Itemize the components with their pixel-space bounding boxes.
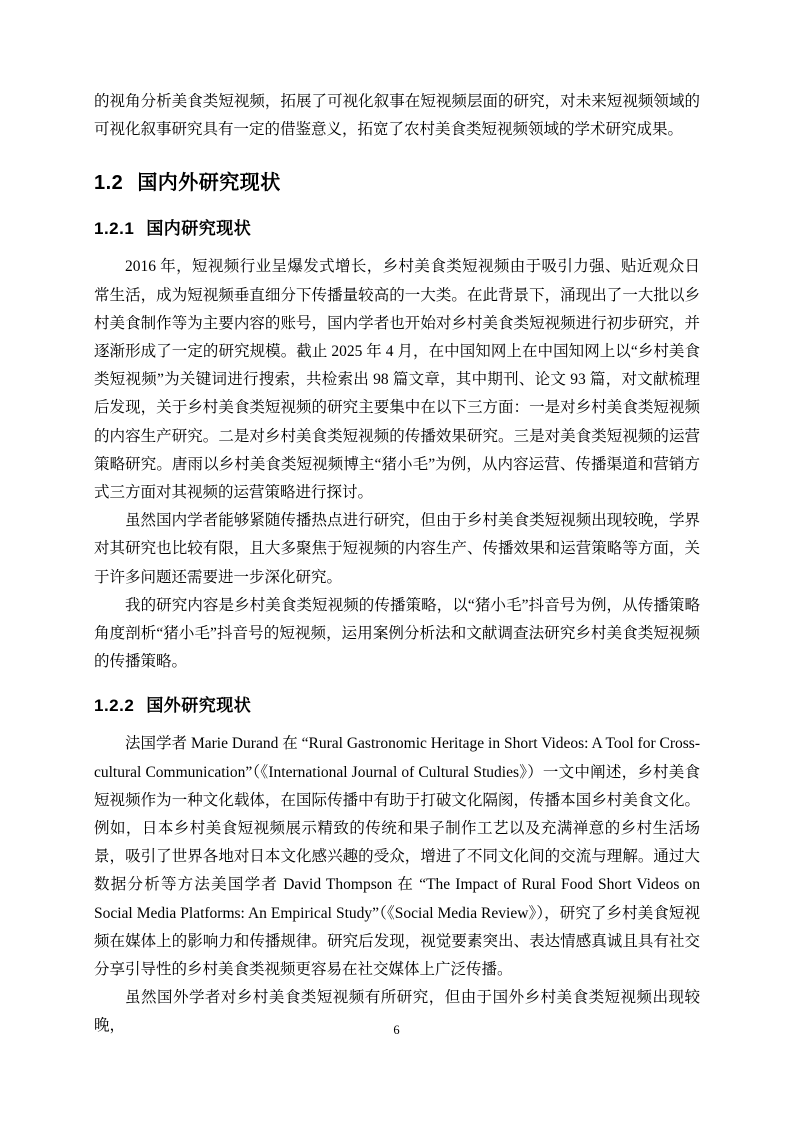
paragraph-domestic-overview: 2016 年，短视频行业呈爆发式增长，乡村美食类短视频由于吸引力强、贴近观众日常生活，成为短视频垂直细分下传播量较高的一大类。在此背景下，涌现出了一大批以乡村美食制作等为主要内容的账号，国内学者也开始对乡村美食类短视频进行初步研究，并逐渐形成了一定的研究规模。截止 2025 年 4 月，在中国知网上在中国知网上以“乡村美食类短视频”为关键词进行搜索，共检索出 98 篇文章，其中期刊、论文 93 篇，对文献梳理后发现，关于乡村美食类短视频的研究主要集中在以下三方面：一是对乡村美食类短视频的内容生产研究。二是对乡村美食类短视频的传播效果研究。三是对美食类短视频的运营策略研究。唐雨以乡村美食类短视频博主“猪小毛”为例，从内容运营、传播渠道和营销方式三方面对其视频的运营策略进行探讨。 xyxy=(94,258,700,502)
page-number: 6 xyxy=(393,1023,400,1037)
subsection-number: 1.2.2 xyxy=(94,696,135,716)
paragraph-domestic-limitations: 虽然国内学者能够紧随传播热点进行研究，但由于乡村美食类短视频出现较晚，学界对其研究也比较有限，且大多聚焦于短视频的内容生产、传播效果和运营策略等方面，关于许多问题还需要进一步深化研究。 xyxy=(94,512,700,586)
subsection-title: 国内研究现状 xyxy=(146,219,252,239)
subsection-title: 国外研究现状 xyxy=(146,696,252,716)
subsection-heading-1-2-1 xyxy=(94,217,700,240)
section-title: 国内外研究现状 xyxy=(137,172,281,195)
section-heading-1-2 xyxy=(94,170,700,196)
paragraph-continuation: 的视角分析美食类短视频，拓展了可视化叙事在短视频层面的研究，对未来短视频领域的可视化叙事研究具有一定的借鉴意义，拓宽了农村美食类短视频领域的学术研究成果。 xyxy=(94,93,700,139)
section-number: 1.2 xyxy=(94,172,124,195)
subsection-number: 1.2.1 xyxy=(94,219,135,239)
paragraph-research-content: 我的研究内容是乡村美食类短视频的传播策略，以“猪小毛”抖音号为例，从传播策略角度剖析“猪小毛”抖音号的短视频，运用案例分析法和文献调查法研究乡村美食类短视频的传播策略。 xyxy=(94,596,700,671)
subsection-heading-1-2-2 xyxy=(94,694,700,717)
paragraph-foreign-overview: 法国学者 Marie Durand 在 “Rural Gastronomic Heritage in Short Videos: A Tool for Cross-cultural Communication”（《International Journal of Cultural Studies》）一文中阐述，乡村美食短视频作为一种文化载体，在国际传播中有助于打破文化隔阂，传播本国乡村美食文化。例如，日本乡村美食短视频展示精致的传统和果子制作工艺以及充满禅意的乡村生活场景，吸引了世界各地对日本文化感兴趣的受众，增进了不同文化间的交流与理解。通过大数据分析等方法美国学者 David Thompson 在 “The Impact of Rural Food Short Videos on Social Media Platforms: An Empirical Study”（《Social Media Review》），研究了乡村美食短视频在媒体上的影响力和传播规律。研究后发现，视觉要素突出、表达情感真诚且具有社交分享引导性的乡村美食类视频更容易在社交媒体上广泛传播。 xyxy=(94,735,700,979)
paragraph-foreign-limitations: 虽然国外学者对乡村美食类短视频有所研究，但由于国外乡村美食类短视频出现较晚， xyxy=(94,989,700,1035)
